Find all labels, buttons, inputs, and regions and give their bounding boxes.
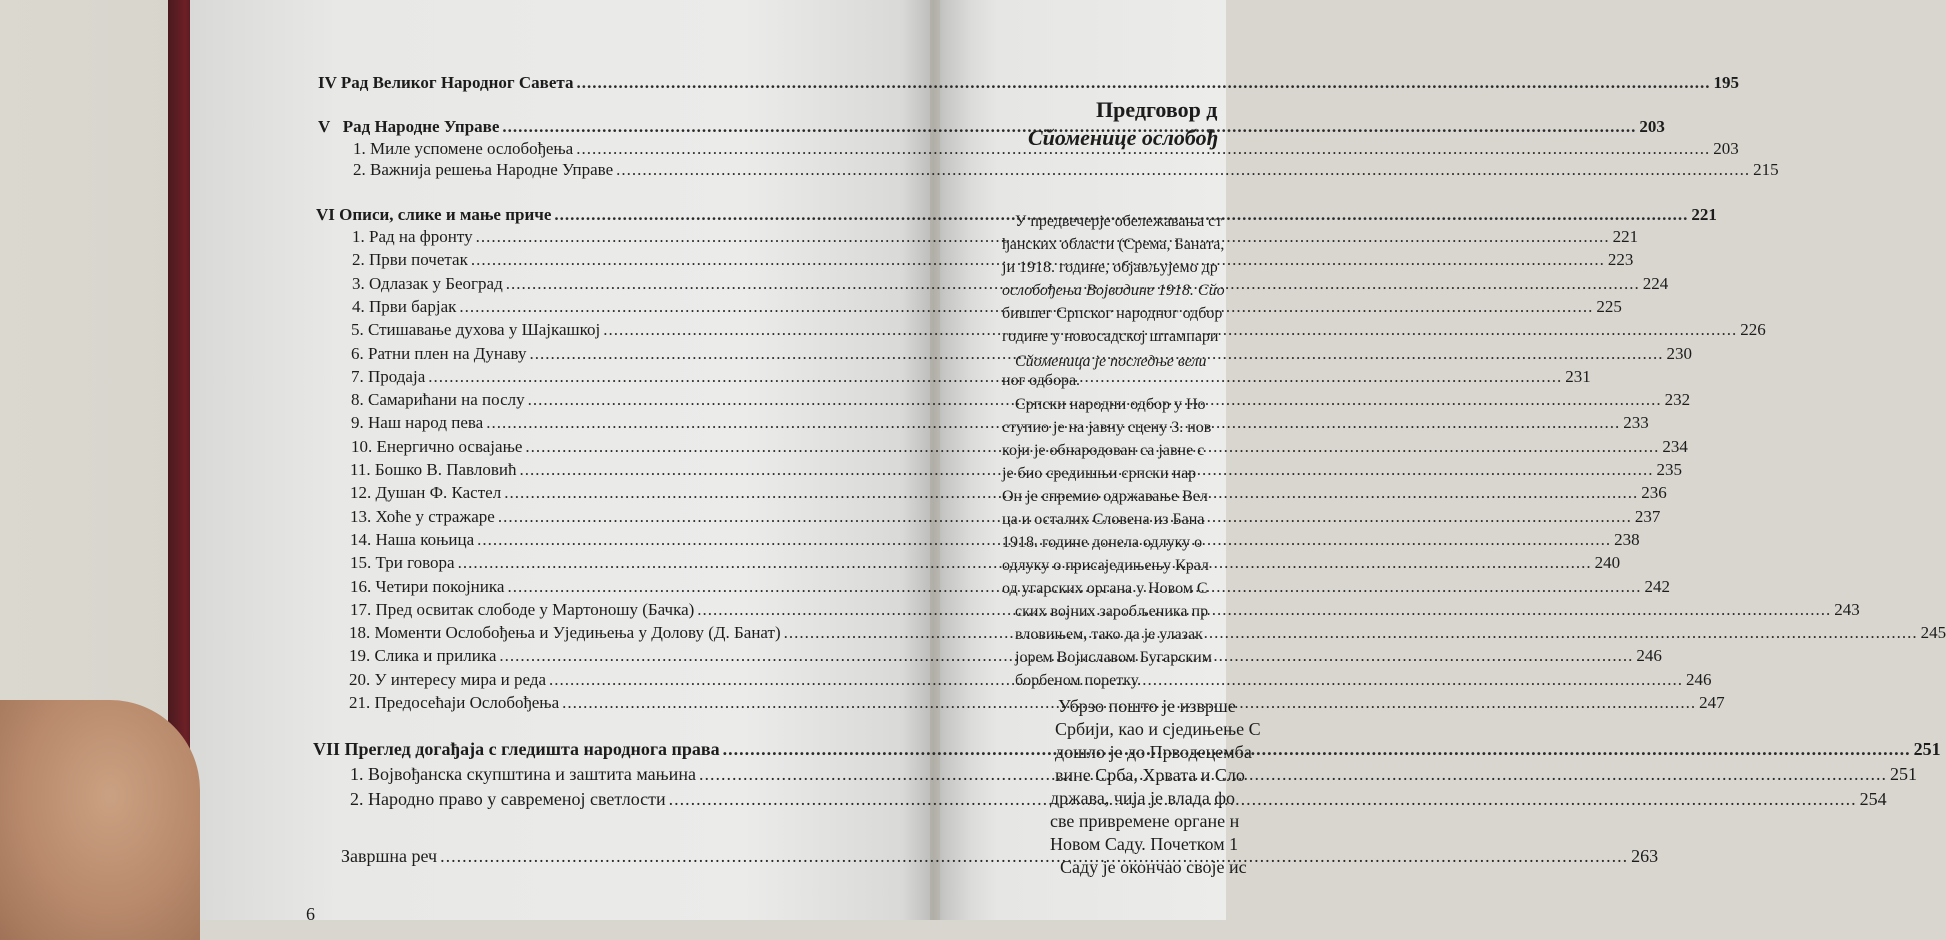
right-page-text-line: 1918. године донела одлуку о [1002, 534, 1203, 551]
toc-item-label: 20. У интересу мира и реда [349, 669, 547, 689]
toc-page-number: 203 [1639, 117, 1665, 136]
toc-page-number: 235 [1656, 460, 1682, 479]
right-page-text-line: Новом Саду. Почетком 1 [1050, 834, 1239, 854]
toc-item-label: 2. Народно право у савременој светлости [350, 789, 666, 809]
right-page-text-line: Саду је окончао своје ис [1060, 857, 1247, 877]
right-page-text-line: ји 1918. године, објављујемо др [1002, 259, 1218, 276]
right-page-text-line: Он је спремио одржавање Вел [1002, 488, 1208, 505]
right-page-text-line: ног одбора. [1002, 372, 1081, 389]
toc-page-number: 224 [1642, 273, 1669, 293]
right-page-text-line: вине Срба, Хрвата и Сло [1055, 765, 1245, 785]
right-page-text-line: У предвечерје обележавања ст [1015, 213, 1223, 230]
toc-leader-dots [669, 789, 1857, 809]
toc-page-number: 221 [1612, 227, 1639, 246]
toc-item-label: 1. Војвођанска скупштина и заштита мањина [350, 764, 696, 784]
toc-page-number: 246 [1636, 646, 1662, 666]
toc-leader-dots [530, 344, 1664, 364]
right-page-text-line: Убрзо пошто је извршe [1058, 696, 1236, 716]
toc-page-number: 254 [1859, 789, 1887, 809]
toc-leader-dots [498, 507, 1632, 527]
toc-item-label: 6. Ратни плен на Дунаву [351, 343, 527, 363]
toc-section-title: V Рад Народне Управе [318, 117, 500, 136]
toc-leader-dots [499, 646, 1633, 666]
toc-item-label: 17. Пред освитак слободе у Мартоношу (Бачка) [350, 599, 695, 619]
right-page-text-line: бившег Српског народног одбор [1002, 305, 1223, 322]
toc-item-label: 5. Стишавање духова у Шајкашкој [351, 320, 601, 340]
right-page-text-line: ских војних заробљеника пр [1015, 603, 1209, 620]
toc-leader-dots [699, 764, 1887, 784]
toc-leader-dots [504, 483, 1638, 503]
toc-item-label: 4. Први барјак [352, 296, 457, 316]
toc-page-number: 230 [1666, 343, 1692, 363]
toc-leader-dots [616, 160, 1750, 180]
toc-page-number: 233 [1623, 413, 1649, 433]
right-page-text-line: одлуку о присаједињењу Крал [1002, 557, 1209, 574]
toc-closing [341, 846, 1659, 866]
right-page-text-line: ца и осталих Словена из Бана [1002, 511, 1205, 528]
toc-item-label: 21. Предосећаји Ослобођења [349, 693, 560, 712]
right-page-text-line: вловињем, тако да је улазак [1015, 626, 1203, 643]
toc-page-number: 234 [1662, 436, 1688, 456]
toc-leader-dots [603, 320, 1737, 340]
toc-item-label: 2. Први почетак [352, 250, 468, 270]
right-page-text-line: који је обнародован са јавне с [1002, 442, 1205, 459]
toc-item-label: 19. Слика и прилика [349, 646, 497, 666]
right-page-text-line: Српски народни одбор у Но [1015, 396, 1206, 413]
toc-page-number: 226 [1740, 320, 1766, 340]
toc-item-label: 16. Четири покојника [350, 576, 505, 596]
right-page-text-line: ђанских области (Срема, Баната, [1002, 236, 1225, 253]
toc-item-label: 7. Продаја [351, 366, 426, 386]
toc-section-iv [318, 73, 1739, 93]
toc-section-title: IV Рад Великог Народног Савета [318, 73, 574, 92]
toc-leader-dots [519, 460, 1653, 480]
toc-page-number: 237 [1634, 506, 1661, 526]
toc-leader-dots [549, 670, 1683, 690]
page-number: 6 [306, 904, 315, 924]
right-page-text-line: Србији, као и сједињење С [1055, 719, 1261, 739]
toc-item-label: 14. Наша коњица [350, 529, 475, 549]
right-page-text-line: све привремене органе н [1050, 811, 1240, 831]
right-page-text-line: Сйоменица је последње вели [1015, 353, 1207, 370]
toc-page-number: 195 [1713, 73, 1739, 92]
right-page-text-line: ослобођења Војводине 1918. Сйо [1002, 282, 1225, 299]
toc-page-number: 225 [1596, 296, 1622, 316]
toc-item-label: 1. Миле успомене ослобођења [353, 139, 574, 158]
toc-page-number: 240 [1594, 553, 1621, 573]
toc-item-label: 18. Моменти Ослобођења и Уједињења у Долову (Д. Банат) [349, 623, 781, 643]
toc-page-number: 221 [1691, 205, 1717, 224]
toc-section-v [318, 117, 1665, 137]
toc-leader-dots [784, 623, 1918, 643]
toc-page-number: 223 [1607, 250, 1634, 270]
toc-item-label: 13. Хоће у стражаре [350, 506, 495, 526]
toc-leader-dots [477, 530, 1611, 550]
toc-item [353, 160, 1779, 180]
toc-leader-dots [697, 600, 1831, 620]
toc-page-number: 215 [1753, 160, 1779, 179]
toc-page-number: 251 [1913, 739, 1941, 759]
right-page-text-line: је био средишњи српски нар [1002, 465, 1197, 482]
toc-page-number: 245 [1920, 623, 1946, 643]
toc-leader-dots [525, 437, 1659, 457]
toc-leader-dots [554, 205, 1688, 225]
toc-item [353, 139, 1739, 159]
toc-page-number: 232 [1664, 390, 1691, 410]
toc-item-label: 9. Наш народ пева [351, 413, 484, 433]
toc-leader-dots [723, 739, 1911, 759]
toc-item-label: Завршна реч [341, 846, 438, 866]
right-page-text-line: држава, чија је влада фо [1050, 788, 1236, 808]
toc-leader-dots [459, 297, 1593, 317]
toc-leader-dots [471, 250, 1605, 270]
toc-page-number: 247 [1699, 693, 1725, 712]
right-page-text-line: јорем Војиславом Бугарским [1015, 649, 1212, 666]
right-page-title-line1: Предговор д [1096, 97, 1218, 122]
toc-page-number: 231 [1565, 366, 1591, 386]
toc-item-label: 11. Бошко В. Павловић [350, 460, 517, 479]
toc-leader-dots [562, 693, 1696, 713]
toc-page-number: 263 [1631, 846, 1659, 866]
toc-leader-dots [506, 274, 1640, 294]
toc-leader-dots [486, 413, 1620, 433]
toc-leader-dots [440, 846, 1628, 866]
toc-item-label: 15. Три говора [350, 553, 455, 573]
toc-item-label: 8. Самарићани на послу [351, 390, 525, 410]
toc-page-number: 238 [1614, 529, 1640, 549]
right-page-text-line: дошло је до Прводецемба [1055, 742, 1252, 762]
toc-leader-dots [576, 139, 1710, 159]
toc-page-number: 242 [1644, 576, 1670, 596]
right-page-text-line: ступио је на јавну сцену 3. нов [1002, 419, 1212, 436]
right-page-title-line2: Сйоменице ослобођ [1028, 125, 1219, 150]
toc-page-number: 243 [1834, 599, 1860, 619]
toc-section-title: VI Описи, слике и мање приче [316, 205, 552, 224]
toc-leader-dots [476, 227, 1610, 247]
toc-item-label: 3. Одлазак у Београд [352, 273, 503, 293]
toc-item-label: 2. Важнија решења Народне Управе [353, 160, 614, 179]
toc-page-number: 203 [1713, 139, 1739, 158]
toc-leader-dots [458, 553, 1592, 573]
toc-item-label: 1. Рад на фронту [352, 227, 473, 246]
right-page-text-line: од угарских органа у Новом С [1002, 580, 1208, 597]
toc-leader-dots [502, 117, 1636, 137]
toc-page-number: 246 [1686, 669, 1712, 689]
toc-leader-dots [428, 367, 1562, 387]
toc-item-label: 12. Душан Ф. Кастел [350, 483, 502, 503]
right-page-text-line: године у новосадској штампари [1002, 328, 1219, 345]
toc-page-number: 236 [1641, 483, 1667, 503]
toc-item-label: 10. Енергично освајање [351, 436, 523, 456]
right-page-text-line: борбеном поретку. [1015, 672, 1142, 689]
toc-leader-dots [507, 577, 1641, 597]
toc-leader-dots [528, 390, 1662, 410]
toc-section-title: VII Преглед догађаја с гледишта народнога права [313, 739, 720, 759]
toc-page-number: 251 [1889, 764, 1917, 784]
toc-leader-dots [576, 73, 1710, 93]
